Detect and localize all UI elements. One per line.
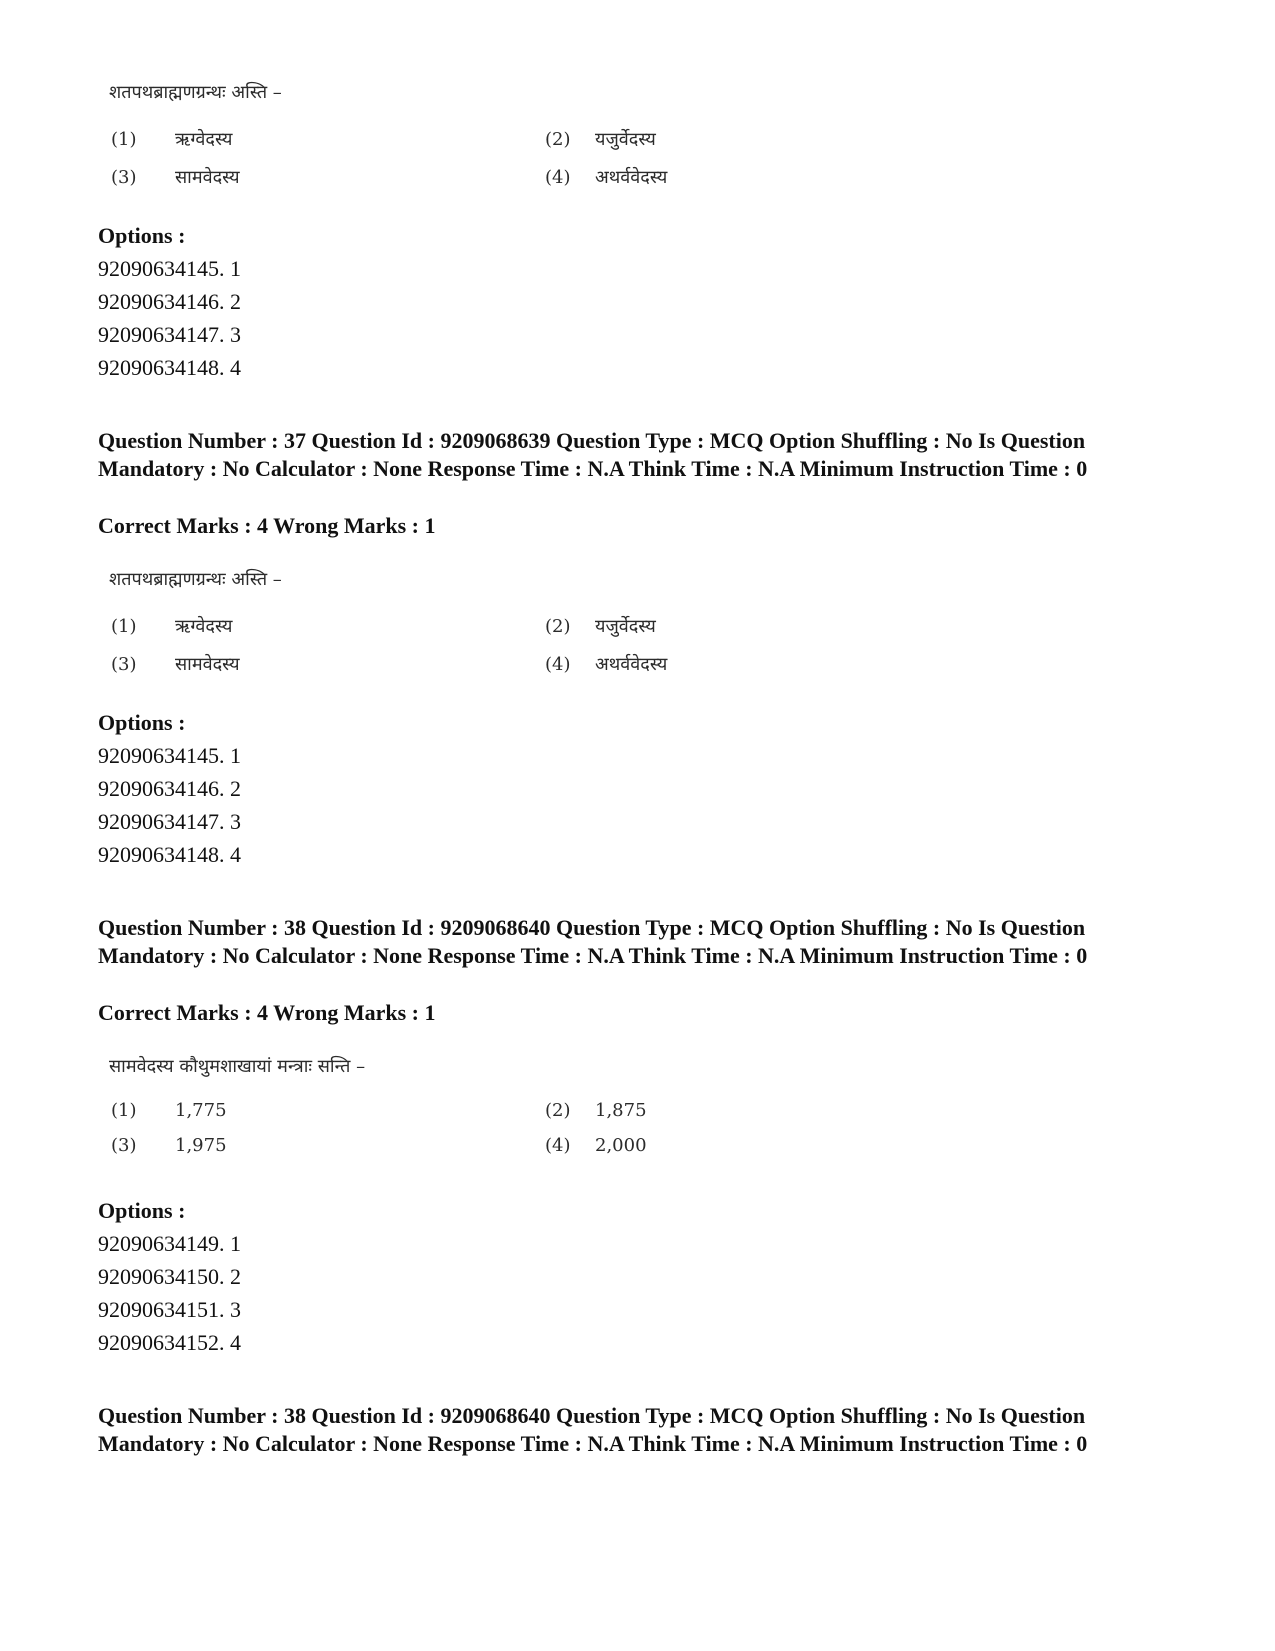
option-line: 92090634145. 1 — [98, 743, 241, 768]
question-choice — [111, 127, 232, 151]
question-image — [105, 1054, 725, 1174]
choice-text: 1,775 — [175, 1100, 227, 1121]
choice-number: (4) — [545, 1135, 571, 1156]
question-meta: Question Number : 38 Question Id : 9209068640 Question Type : MCQ Option Shuffling : No Is Question Mandatory : No Calculator : None Response Time : N.A Think Time : N.A Minimum Instruction Time : 0 — [98, 915, 1088, 968]
option-line: 92090634148. 4 — [98, 355, 241, 380]
choice-number: (1) — [111, 129, 137, 150]
question-stem: शतपथब्राह्मणग्रन्थः अस्ति – — [109, 82, 282, 103]
choice-text: अथर्ववेदस्य — [595, 654, 668, 675]
question-image — [105, 567, 725, 687]
question-choice — [111, 1135, 227, 1156]
question-choice — [545, 165, 667, 189]
question-choice — [545, 652, 667, 676]
option-line: 92090634150. 2 — [98, 1264, 241, 1289]
option-line: 92090634146. 2 — [98, 289, 241, 314]
choice-text: 1,875 — [595, 1100, 647, 1121]
option-line: 92090634149. 1 — [98, 1231, 241, 1256]
question-choice — [545, 614, 656, 638]
option-line: 92090634147. 3 — [98, 809, 241, 834]
question-marks: Correct Marks : 4 Wrong Marks : 1 — [98, 513, 436, 538]
option-line: 92090634147. 3 — [98, 322, 241, 347]
question-marks: Correct Marks : 4 Wrong Marks : 1 — [98, 1000, 436, 1025]
question-image — [105, 80, 725, 200]
choice-text: ऋग्वेदस्य — [175, 129, 233, 150]
choice-number: (4) — [545, 654, 571, 675]
question-choice — [111, 652, 240, 676]
choice-text: ऋग्वेदस्य — [175, 616, 233, 637]
option-line: 92090634152. 4 — [98, 1330, 241, 1355]
option-line: 92090634151. 3 — [98, 1297, 241, 1322]
choice-number: (3) — [111, 167, 137, 188]
question-choice — [545, 127, 656, 151]
choice-text: अथर्ववेदस्य — [595, 167, 668, 188]
choice-text: 2,000 — [595, 1135, 647, 1156]
choice-number: (4) — [545, 167, 571, 188]
choice-number: (2) — [545, 616, 571, 637]
question-choice — [545, 1135, 647, 1156]
question-stem: शतपथब्राह्मणग्रन्थः अस्ति – — [109, 569, 282, 590]
question-choice — [111, 165, 240, 189]
choice-text: सामवेदस्य — [175, 167, 240, 188]
option-line: 92090634146. 2 — [98, 776, 241, 801]
options-label: Options : — [98, 223, 186, 248]
choice-number: (1) — [111, 616, 137, 637]
option-line: 92090634148. 4 — [98, 842, 241, 867]
choice-text: सामवेदस्य — [175, 654, 240, 675]
choice-text: 1,975 — [175, 1135, 227, 1156]
choice-number: (2) — [545, 129, 571, 150]
choice-number: (1) — [111, 1100, 137, 1121]
question-meta: Question Number : 38 Question Id : 9209068640 Question Type : MCQ Option Shuffling : No Is Question Mandatory : No Calculator : None Response Time : N.A Think Time : N.A Minimum Instruction Time : 0 — [98, 1403, 1088, 1456]
options-label: Options : — [98, 1198, 186, 1223]
choice-number: (3) — [111, 1135, 137, 1156]
question-choice — [111, 1100, 227, 1121]
choice-number: (3) — [111, 654, 137, 675]
question-meta: Question Number : 37 Question Id : 9209068639 Question Type : MCQ Option Shuffling : No Is Question Mandatory : No Calculator : None Response Time : N.A Think Time : N.A Minimum Instruction Time : 0 — [98, 428, 1088, 481]
options-label: Options : — [98, 710, 186, 735]
choice-text: यजुर्वेदस्य — [595, 129, 656, 150]
question-choice — [111, 614, 232, 638]
choice-number: (2) — [545, 1100, 571, 1121]
option-line: 92090634145. 1 — [98, 256, 241, 281]
question-choice — [545, 1100, 647, 1121]
choice-text: यजुर्वेदस्य — [595, 616, 656, 637]
question-stem: सामवेदस्य कौथुमशाखायां मन्त्राः सन्ति – — [109, 1056, 366, 1077]
